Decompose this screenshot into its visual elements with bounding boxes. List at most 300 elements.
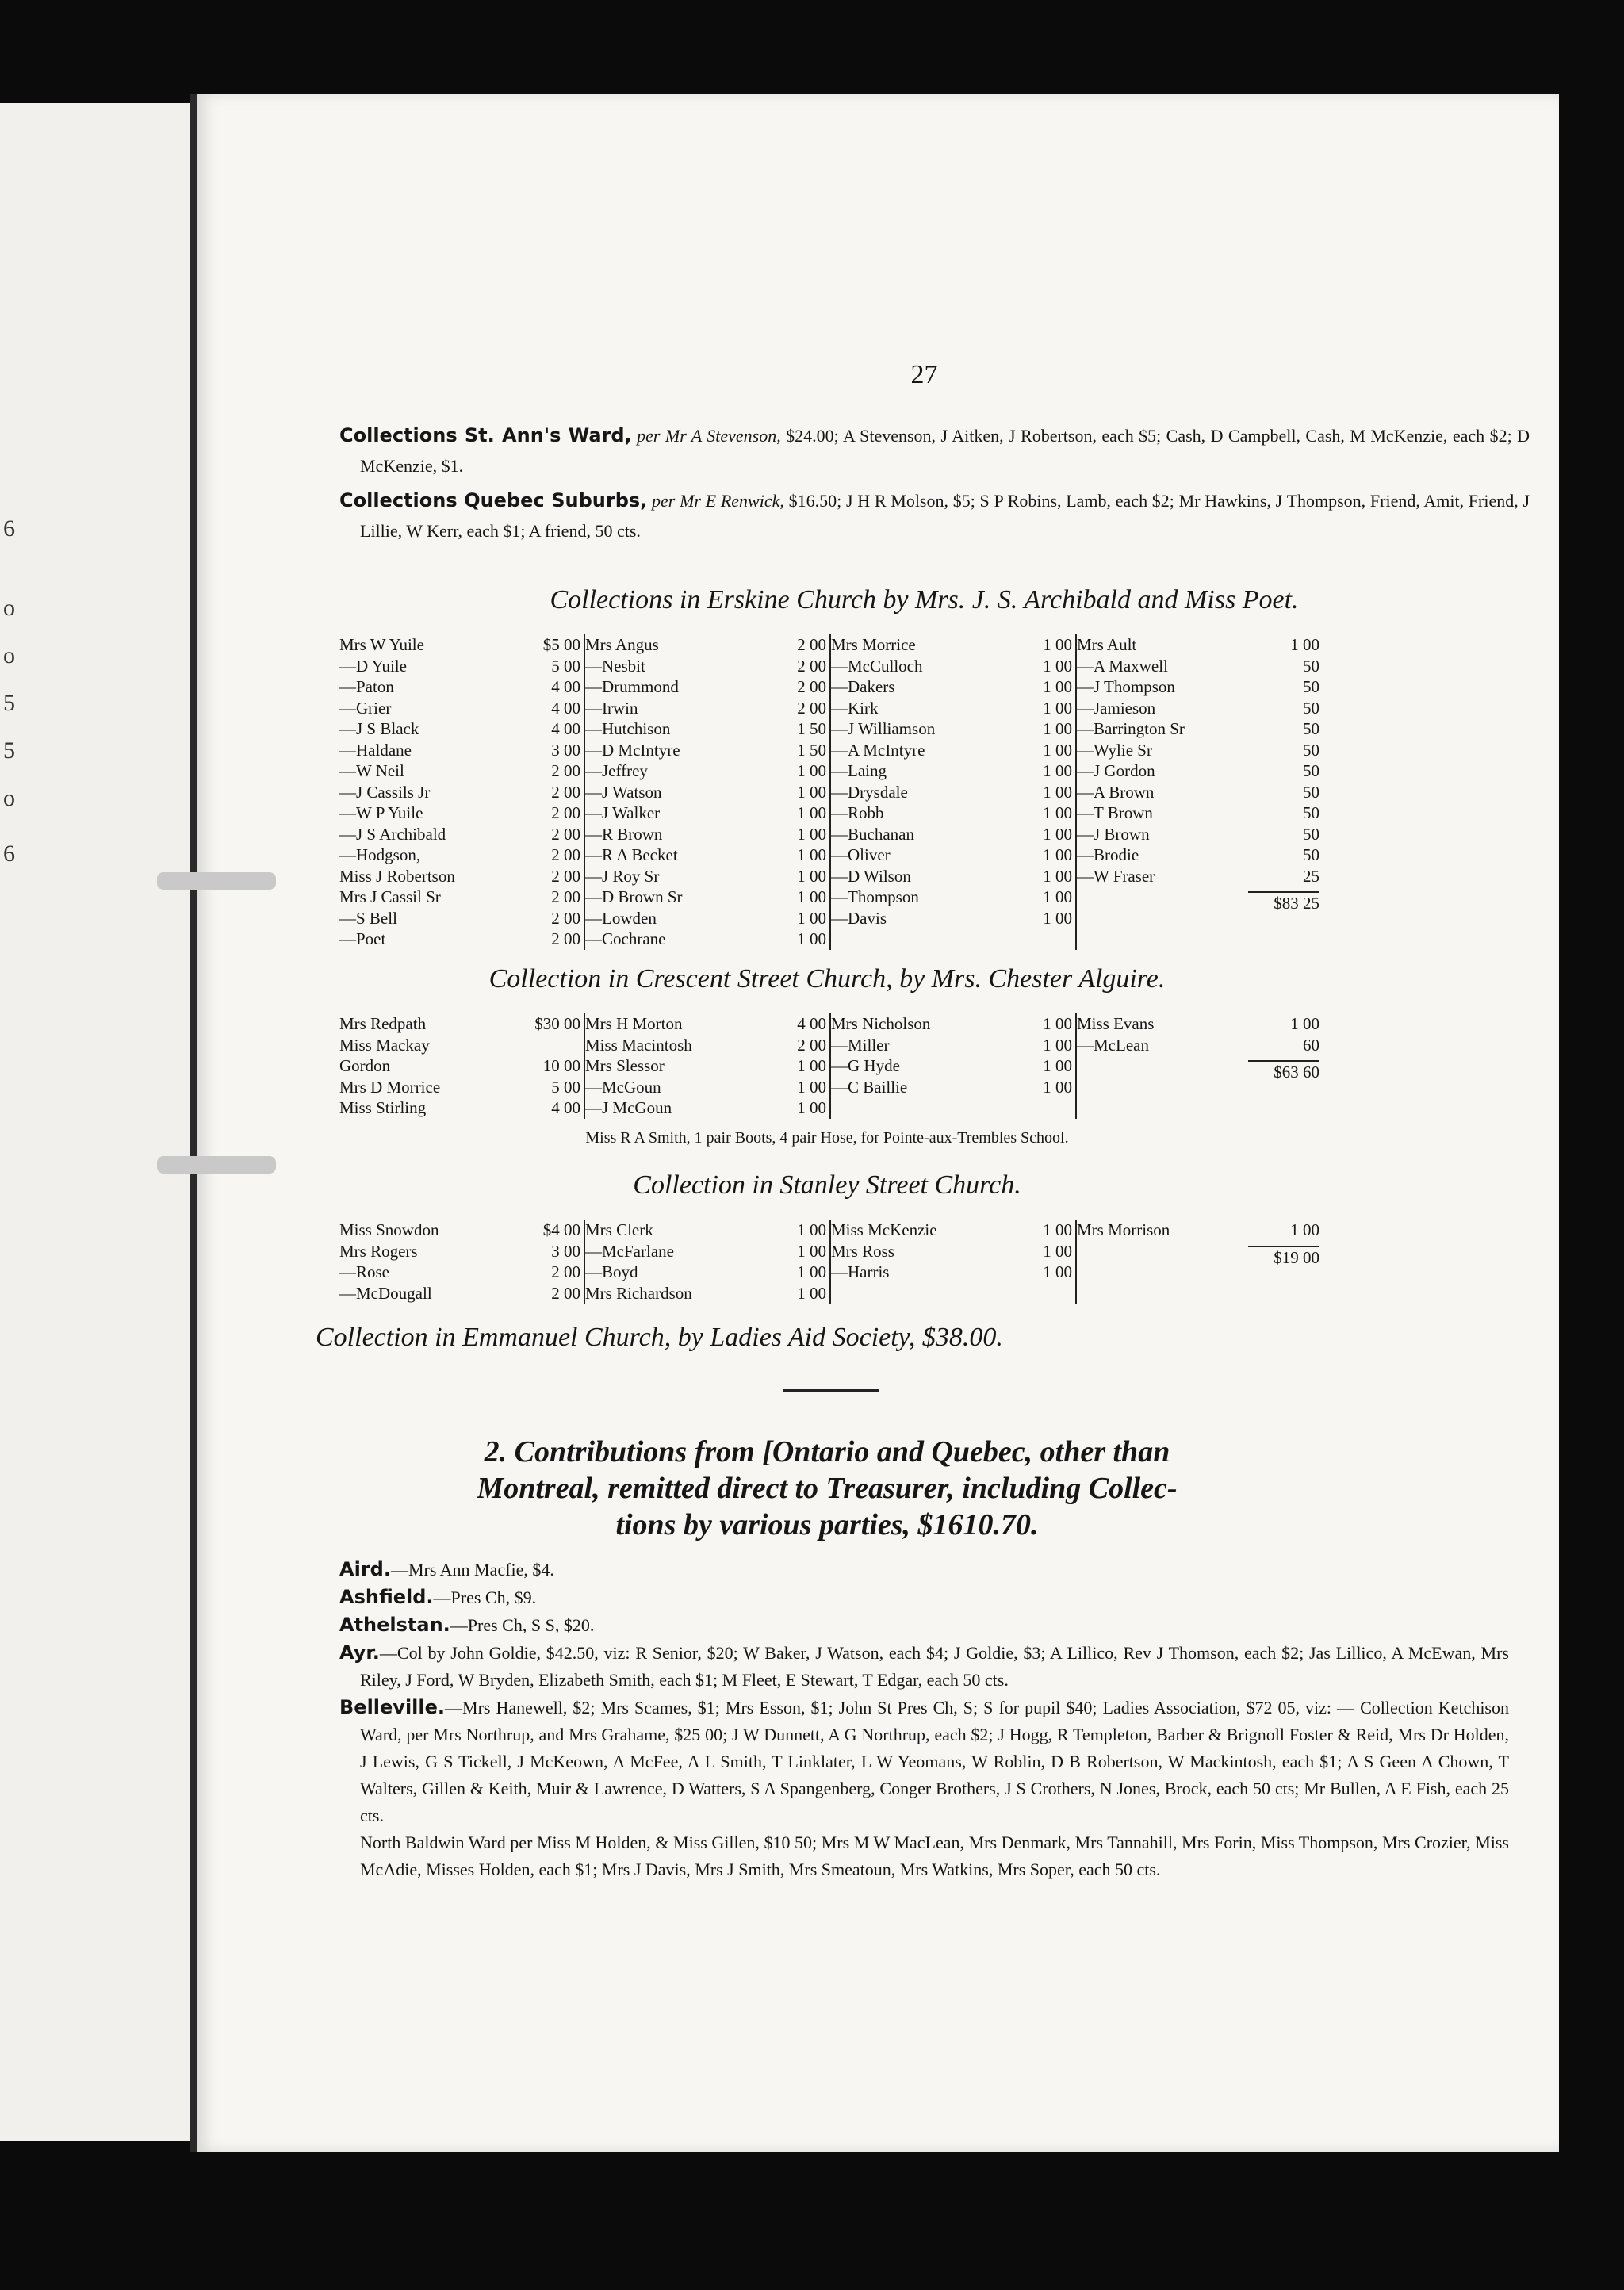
donor-name: —J Roy Sr xyxy=(585,866,660,886)
donation-amount: 1 00 xyxy=(1043,1241,1072,1261)
donation-amount: 1 00 xyxy=(797,1283,826,1303)
binding-clip-bottom xyxy=(157,1156,276,1174)
entry-text: —Pres Ch, S S, $20. xyxy=(450,1615,595,1635)
donor-name: —Dakers xyxy=(831,677,895,696)
donation-amount: 1 00 xyxy=(1043,845,1072,864)
donor-name: —J Williamson xyxy=(831,719,936,738)
donor-name: —Thompson xyxy=(831,887,919,906)
list-item xyxy=(585,1055,826,1077)
list-item xyxy=(339,1035,580,1056)
list-item xyxy=(1077,1220,1320,1241)
donation-amount: $30 00 xyxy=(534,1014,580,1033)
st-anns-lead: Collections St. Ann's Ward, xyxy=(339,424,632,446)
donor-name: —J Watson xyxy=(585,782,662,802)
donation-amount: 1 00 xyxy=(1043,908,1072,928)
donor-name: Miss Mackay xyxy=(339,1035,430,1055)
donation-amount: 4 00 xyxy=(551,698,580,718)
donation-amount: 50 xyxy=(1303,803,1320,822)
list-item xyxy=(339,760,580,782)
list-item xyxy=(1077,718,1320,740)
list-item xyxy=(585,782,826,803)
donor-name: —J McGoun xyxy=(585,1098,672,1117)
donor-name: —Harris xyxy=(831,1262,890,1281)
donor-name: —Davis xyxy=(831,908,887,928)
donor-name: —W P Yuile xyxy=(339,803,423,822)
donor-name: —R A Becket xyxy=(585,845,678,864)
list-item xyxy=(339,887,580,908)
donor-name: —Jeffrey xyxy=(585,761,648,780)
donation-amount: 2 00 xyxy=(551,908,580,928)
donor-name: Miss Macintosh xyxy=(585,1035,692,1055)
donation-amount: 5 00 xyxy=(551,1077,580,1097)
list-item xyxy=(585,698,826,719)
donation-amount: 2 00 xyxy=(551,1262,580,1281)
list-item xyxy=(831,1220,1072,1241)
list-item xyxy=(339,1097,580,1119)
donation-amount: 2 00 xyxy=(551,782,580,802)
list-item xyxy=(339,1241,580,1262)
donation-amount: 2 00 xyxy=(797,698,826,718)
list-item xyxy=(339,1220,580,1241)
donor-name: —Wylie Sr xyxy=(1077,740,1152,760)
list-item xyxy=(1077,656,1320,677)
entry-text: —Pres Ch, $9. xyxy=(433,1587,537,1607)
list-item xyxy=(585,656,826,677)
list-item xyxy=(339,698,580,719)
donation-amount: 1 00 xyxy=(797,1077,826,1097)
donor-name: —T Brown xyxy=(1077,803,1153,822)
list-item xyxy=(1077,844,1320,866)
donation-amount: 1 00 xyxy=(1043,761,1072,780)
donation-amount: 1 00 xyxy=(797,761,826,780)
list-item xyxy=(339,802,580,824)
donation-amount: 2 00 xyxy=(797,1035,826,1055)
donation-amount: 1 00 xyxy=(1043,740,1072,760)
list-item xyxy=(1077,760,1320,782)
list-item xyxy=(1077,740,1320,761)
left-page xyxy=(0,103,207,2141)
list-item xyxy=(831,656,1072,677)
donation-amount: 1 00 xyxy=(1043,698,1072,718)
crescent-heading: Collection in Crescent Street Church, by Mrs. Chester Alguire. xyxy=(488,964,1166,994)
donation-amount: 5 00 xyxy=(551,656,580,676)
donation-amount: 2 00 xyxy=(551,845,580,864)
list-item xyxy=(339,740,580,761)
donor-name: —Irwin xyxy=(585,698,638,718)
donor-name: —McDougall xyxy=(339,1283,432,1303)
donor-name: Miss Evans xyxy=(1077,1014,1155,1033)
donation-amount: 1 00 xyxy=(1043,782,1072,802)
section-divider xyxy=(783,1389,879,1392)
donation-amount: 1 00 xyxy=(1043,677,1072,696)
donation-amount: 1 50 xyxy=(797,719,826,738)
list-item xyxy=(1077,1035,1320,1056)
donor-name: —D McIntyre xyxy=(585,740,680,760)
donation-amount: 4 00 xyxy=(551,1098,580,1117)
entry-text: North Baldwin Ward per Miss M Holden, & Miss Gillen, $10 50; Mrs M W MacLean, Mrs Denmark, Mrs Tannahill, Mrs Forin, Miss Thompson, Mrs Crozier, Miss McAdie, Misses Holden, each $1; Mrs J Davis, Mrs J Smith, Mrs Smeatoun, Mrs Watkins, Mrs Soper, each 50 cts. xyxy=(360,1832,1509,1879)
donor-name: —J Gordon xyxy=(1077,761,1155,780)
donor-name: —McGoun xyxy=(585,1077,661,1097)
donor-name: Mrs Ross xyxy=(831,1241,894,1261)
donation-amount: 50 xyxy=(1303,845,1320,864)
left-page-fragment: o xyxy=(3,595,15,621)
list-item xyxy=(831,740,1072,761)
donor-name: Mrs Rogers xyxy=(339,1241,418,1261)
donation-amount: 2 00 xyxy=(797,656,826,676)
list-column xyxy=(1077,634,1323,950)
donation-amount: 1 00 xyxy=(1043,803,1072,822)
stanley-table xyxy=(339,1220,1320,1304)
donation-amount: 1 00 xyxy=(1043,866,1072,886)
donation-amount: 2 00 xyxy=(551,824,580,844)
donation-amount: 1 00 xyxy=(1043,1056,1072,1075)
donor-name: —McFarlane xyxy=(585,1241,674,1261)
donor-name: —A Maxwell xyxy=(1077,656,1168,676)
list-item xyxy=(339,1013,580,1035)
list-item xyxy=(1077,824,1320,845)
donation-amount: 1 00 xyxy=(1043,1220,1072,1239)
list-column xyxy=(585,1220,831,1304)
list-item xyxy=(339,1077,580,1098)
list-item xyxy=(585,634,826,656)
donor-name: Mrs D Morrice xyxy=(339,1077,441,1097)
list-item xyxy=(831,908,1072,929)
list-column xyxy=(831,634,1077,950)
list-item xyxy=(585,1013,826,1035)
donation-amount: 1 00 xyxy=(797,1098,826,1117)
donor-name: —McLean xyxy=(1077,1035,1149,1055)
donor-name: —J Cassils Jr xyxy=(339,782,431,802)
left-page-fragment: o xyxy=(3,785,15,811)
list-item xyxy=(1077,634,1320,656)
binding-clip-top xyxy=(157,872,276,890)
contribution-entry xyxy=(339,1829,1509,1883)
list-column xyxy=(1077,1013,1323,1119)
list-item xyxy=(831,760,1072,782)
erskine-table xyxy=(339,634,1320,950)
list-item xyxy=(831,802,1072,824)
donation-amount: 1 00 xyxy=(797,929,826,948)
list-item xyxy=(831,887,1072,908)
donor-name: —S Bell xyxy=(339,908,397,928)
list-column xyxy=(1077,1220,1323,1304)
list-item xyxy=(831,1035,1072,1056)
place-name: Belleville. xyxy=(339,1696,446,1718)
list-item xyxy=(831,676,1072,698)
list-item xyxy=(831,1262,1072,1283)
donation-amount: 1 00 xyxy=(797,887,826,906)
section-total: $19 00 xyxy=(1248,1246,1320,1269)
donation-amount: 1 00 xyxy=(1290,1014,1320,1033)
donor-name: —J S Archibald xyxy=(339,824,446,844)
donor-name: —G Hyde xyxy=(831,1056,900,1075)
page-number: 27 xyxy=(910,360,938,389)
contribution-entries xyxy=(339,1556,1509,1883)
donor-name: —Laing xyxy=(831,761,887,780)
left-page-fragment: 5 xyxy=(3,737,15,764)
st-anns-ward-paragraph xyxy=(339,420,1530,481)
donation-amount: 2 00 xyxy=(551,1283,580,1303)
list-item xyxy=(831,698,1072,719)
donor-name: Mrs Clerk xyxy=(585,1220,653,1239)
left-page-fragment: 5 xyxy=(3,690,15,716)
list-column xyxy=(339,1013,585,1119)
list-item xyxy=(339,656,580,677)
entry-text: —Mrs Hanewell, $2; Mrs Scames, $1; Mrs Esson, $1; John St Pres Ch, S; S for pupil $40; Ladies Association, $72 05, viz: — Collection Ketchison Ward, per Mrs Northrup, and Mrs Grahame, $25 00; J W Dunnett, A G Northrup, each $2; J Hogg, R Templeton, Barber & Brignoll Foster & Reid, Mrs Dr Holden, J Lewis, G S Tickell, J McKeown, A McFee, A L Smith, T Linklater, L W Yeomans, W Roblin, D B Robertson, W Mackintosh, each $1; A S Geen A Chown, T Walters, Gillen & Keith, Muir & Lawrence, D Watters, S A Spangenberg, Conger Brothers, J S Crothers, N Jones, Brock, each 50 cts; Mr Bullen, A E Fish, each 25 cts. xyxy=(360,1698,1509,1825)
donation-amount: 50 xyxy=(1303,782,1320,802)
donation-amount: 1 00 xyxy=(797,782,826,802)
donation-amount: 2 00 xyxy=(551,761,580,780)
donation-amount: 1 00 xyxy=(797,1241,826,1261)
list-item xyxy=(1077,1013,1320,1035)
list-item xyxy=(585,824,826,845)
donor-name: —Paton xyxy=(339,677,394,696)
donor-name: —D Wilson xyxy=(831,866,911,886)
list-item xyxy=(831,634,1072,656)
donation-amount: 2 00 xyxy=(551,803,580,822)
donor-name: —Rose xyxy=(339,1262,389,1281)
donation-amount: 50 xyxy=(1303,677,1320,696)
donation-amount: 1 00 xyxy=(1043,1035,1072,1055)
donor-name: —W Fraser xyxy=(1077,866,1155,886)
stanley-heading: Collection in Stanley Street Church. xyxy=(633,1170,1021,1200)
donor-name: Mrs J Cassil Sr xyxy=(339,887,441,906)
donor-name: —J S Black xyxy=(339,719,419,738)
donation-amount: 1 00 xyxy=(1290,1220,1320,1239)
donor-name: —McCulloch xyxy=(831,656,923,676)
donor-name: —J Walker xyxy=(585,803,661,822)
list-item xyxy=(585,1097,826,1119)
crescent-table xyxy=(339,1013,1320,1119)
donor-name: Mrs Morrice xyxy=(831,635,916,654)
list-column xyxy=(831,1220,1077,1304)
donor-name: —J Brown xyxy=(1077,824,1150,844)
donation-amount: 2 00 xyxy=(797,677,826,696)
quebec-suburbs-per: per Mr E Renwick, xyxy=(652,491,784,511)
list-item xyxy=(831,718,1072,740)
list-item xyxy=(831,844,1072,866)
donor-name: —Oliver xyxy=(831,845,891,864)
donor-name: —Nesbit xyxy=(585,656,645,676)
donation-amount: $5 00 xyxy=(542,635,580,654)
donation-amount: 2 00 xyxy=(551,866,580,886)
quebec-suburbs-paragraph xyxy=(339,485,1530,546)
list-item xyxy=(585,866,826,887)
contribution-entry xyxy=(339,1694,1509,1829)
donation-amount: 2 00 xyxy=(797,635,826,654)
list-item xyxy=(1077,802,1320,824)
list-item xyxy=(1077,676,1320,698)
donor-name: —Jamieson xyxy=(1077,698,1156,718)
list-item xyxy=(585,760,826,782)
donation-amount: 50 xyxy=(1303,656,1320,676)
list-column xyxy=(339,1220,585,1304)
donation-amount: 1 00 xyxy=(797,1056,826,1075)
list-item xyxy=(339,824,580,845)
donation-amount: 1 00 xyxy=(797,845,826,864)
emmanuel-line: Collection in Emmanuel Church, by Ladies Aid Society, $38.00. xyxy=(316,1323,1003,1352)
donor-name: —D Yuile xyxy=(339,656,407,676)
donor-name: —C Baillie xyxy=(831,1077,908,1097)
list-item xyxy=(585,908,826,929)
donation-amount: 4 00 xyxy=(551,677,580,696)
quebec-suburbs-text: $16.50; J H R Molson, $5; S P Robins, Lamb, each $2; Mr Hawkins, J Thompson, Friend, Amit, Friend, J Lillie, W Kerr, each $1; A friend, 50 cts. xyxy=(360,491,1530,541)
list-item xyxy=(585,887,826,908)
list-item xyxy=(585,1262,826,1283)
donation-amount: 1 00 xyxy=(1043,1262,1072,1281)
donation-amount: 1 00 xyxy=(797,866,826,886)
entry-text: —Mrs Ann Macfie, $4. xyxy=(390,1560,554,1580)
donor-name: —D Brown Sr xyxy=(585,887,683,906)
donation-amount: 1 00 xyxy=(797,803,826,822)
donor-name: —Cochrane xyxy=(585,929,666,948)
donation-amount: 25 xyxy=(1303,866,1320,886)
donor-name: Miss McKenzie xyxy=(831,1220,937,1239)
donation-amount: 1 00 xyxy=(1043,1077,1072,1097)
list-item xyxy=(339,782,580,803)
donor-name: Miss J Robertson xyxy=(339,866,455,886)
donation-amount: 3 00 xyxy=(551,1241,580,1261)
donor-name: —Boyd xyxy=(585,1262,638,1281)
donation-amount: 1 00 xyxy=(1043,887,1072,906)
donation-amount: 1 50 xyxy=(797,740,826,760)
section2-heading-line1: 2. Contributions from [Ontario and Quebec, other than xyxy=(484,1435,1170,1469)
contribution-entry xyxy=(339,1556,1509,1583)
donation-amount: 1 00 xyxy=(1043,824,1072,844)
donation-amount: 50 xyxy=(1303,761,1320,780)
list-item xyxy=(585,740,826,761)
left-page-fragment: 6 xyxy=(3,841,15,867)
list-item xyxy=(339,908,580,929)
st-anns-per: per Mr A Stevenson, xyxy=(637,426,781,446)
donation-amount: 60 xyxy=(1303,1035,1320,1055)
list-item xyxy=(831,1241,1072,1262)
donor-name: —Hutchison xyxy=(585,719,671,738)
donor-name: —Robb xyxy=(831,803,884,822)
list-item xyxy=(339,844,580,866)
donation-amount xyxy=(533,1035,580,1056)
list-item xyxy=(585,1077,826,1098)
section2-heading-line2: Montreal, remitted direct to Treasurer, including Collec- xyxy=(477,1472,1178,1505)
donation-amount: 1 00 xyxy=(1290,635,1320,654)
section2-heading-line3: tions by various parties, $1610.70. xyxy=(615,1508,1039,1541)
donor-name: —Drysdale xyxy=(831,782,908,802)
donation-amount: 1 00 xyxy=(1043,635,1072,654)
section-total: $83 25 xyxy=(1248,891,1320,914)
donation-amount: 50 xyxy=(1303,824,1320,844)
list-column xyxy=(339,634,585,950)
list-column xyxy=(831,1013,1077,1119)
place-name: Ayr. xyxy=(339,1641,380,1664)
donation-amount: 1 00 xyxy=(797,908,826,928)
list-item xyxy=(585,802,826,824)
list-item xyxy=(339,676,580,698)
list-item xyxy=(585,718,826,740)
donor-name: Mrs Richardson xyxy=(585,1283,692,1303)
list-item xyxy=(339,1283,580,1304)
donation-amount: 50 xyxy=(1303,719,1320,738)
contribution-entry xyxy=(339,1639,1509,1694)
donor-name: —Kirk xyxy=(831,698,879,718)
left-page-fragment: o xyxy=(3,642,15,668)
list-item xyxy=(339,1262,580,1283)
donor-name: —Barrington Sr xyxy=(1077,719,1185,738)
list-item xyxy=(831,824,1072,845)
list-item xyxy=(831,866,1072,887)
document-page xyxy=(190,94,1559,2152)
list-item xyxy=(585,844,826,866)
donor-name: Mrs Angus xyxy=(585,635,659,654)
donation-amount: 50 xyxy=(1303,698,1320,718)
donation-amount: 4 00 xyxy=(797,1014,826,1033)
section2-heading xyxy=(339,1434,1315,1543)
list-column xyxy=(585,634,831,950)
donor-name: —R Brown xyxy=(585,824,663,844)
list-item xyxy=(339,1055,580,1077)
donor-name: —Lowden xyxy=(585,908,657,928)
list-item xyxy=(1077,866,1320,887)
list-item xyxy=(831,1013,1072,1035)
list-item xyxy=(339,634,580,656)
donor-name: —Grier xyxy=(339,698,392,718)
list-item xyxy=(585,1035,826,1056)
place-name: Aird. xyxy=(339,1558,391,1580)
donor-name: Miss Stirling xyxy=(339,1098,427,1117)
donor-name: Mrs W Yuile xyxy=(339,635,424,654)
list-item xyxy=(585,676,826,698)
donation-amount: 1 00 xyxy=(1043,719,1072,738)
list-item xyxy=(339,718,580,740)
donor-name: —J Thompson xyxy=(1077,677,1175,696)
donor-name: Mrs Slessor xyxy=(585,1056,665,1075)
donation-amount: 50 xyxy=(1303,740,1320,760)
list-item xyxy=(339,929,580,950)
entry-text: —Col by John Goldie, $42.50, viz: R Senior, $20; W Baker, J Watson, each $4; J Goldie, $3; A Lillico, Rev J Thomson, each $2; Jas Lillico, A McEwan, Mrs Riley, J Ford, W Bryden, Elizabeth Smith, each $1; M Fleet, E Stewart, T Edgar, each 50 cts. xyxy=(360,1643,1509,1690)
donor-name: —Brodie xyxy=(1077,845,1139,864)
list-column xyxy=(585,1013,831,1119)
donation-amount: 3 00 xyxy=(551,740,580,760)
donor-name: —Hodgson, xyxy=(339,845,421,864)
donor-name: Mrs H Morton xyxy=(585,1014,683,1033)
quebec-suburbs-lead: Collections Quebec Suburbs, xyxy=(339,489,648,511)
donation-amount: 2 00 xyxy=(551,929,580,948)
donor-name: Gordon xyxy=(339,1056,391,1075)
donation-amount: 1 00 xyxy=(797,824,826,844)
list-item xyxy=(831,782,1072,803)
section-total: $63 60 xyxy=(1248,1060,1320,1083)
donor-name: —A McIntyre xyxy=(831,740,925,760)
donor-name: —Buchanan xyxy=(831,824,914,844)
donor-name: —W Neil xyxy=(339,761,404,780)
erskine-heading: Collections in Erskine Church by Mrs. J. S. Archibald and Miss Poet. xyxy=(550,585,1299,615)
donation-amount: 1 00 xyxy=(797,1262,826,1281)
list-item xyxy=(585,1220,826,1241)
st-anns-text: $24.00; A Stevenson, J Aitken, J Robertson, each $5; Cash, D Campbell, Cash, M McKenzie, each $2; D McKenzie, $1. xyxy=(360,426,1530,476)
list-item xyxy=(585,929,826,950)
donation-amount: 10 00 xyxy=(542,1056,580,1075)
donor-name: —Drummond xyxy=(585,677,679,696)
list-item xyxy=(585,1283,826,1304)
list-item xyxy=(831,1077,1072,1098)
contribution-entry xyxy=(339,1611,1509,1639)
list-item xyxy=(585,1241,826,1262)
donor-name: Mrs Ault xyxy=(1077,635,1137,654)
place-name: Athelstan. xyxy=(339,1614,450,1636)
donation-amount: 1 00 xyxy=(797,1220,826,1239)
donation-amount: 2 00 xyxy=(551,887,580,906)
crescent-note: Miss R A Smith, 1 pair Boots, 4 pair Hose, for Pointe-aux-Trembles School. xyxy=(585,1129,1069,1147)
donor-name: Mrs Redpath xyxy=(339,1014,427,1033)
